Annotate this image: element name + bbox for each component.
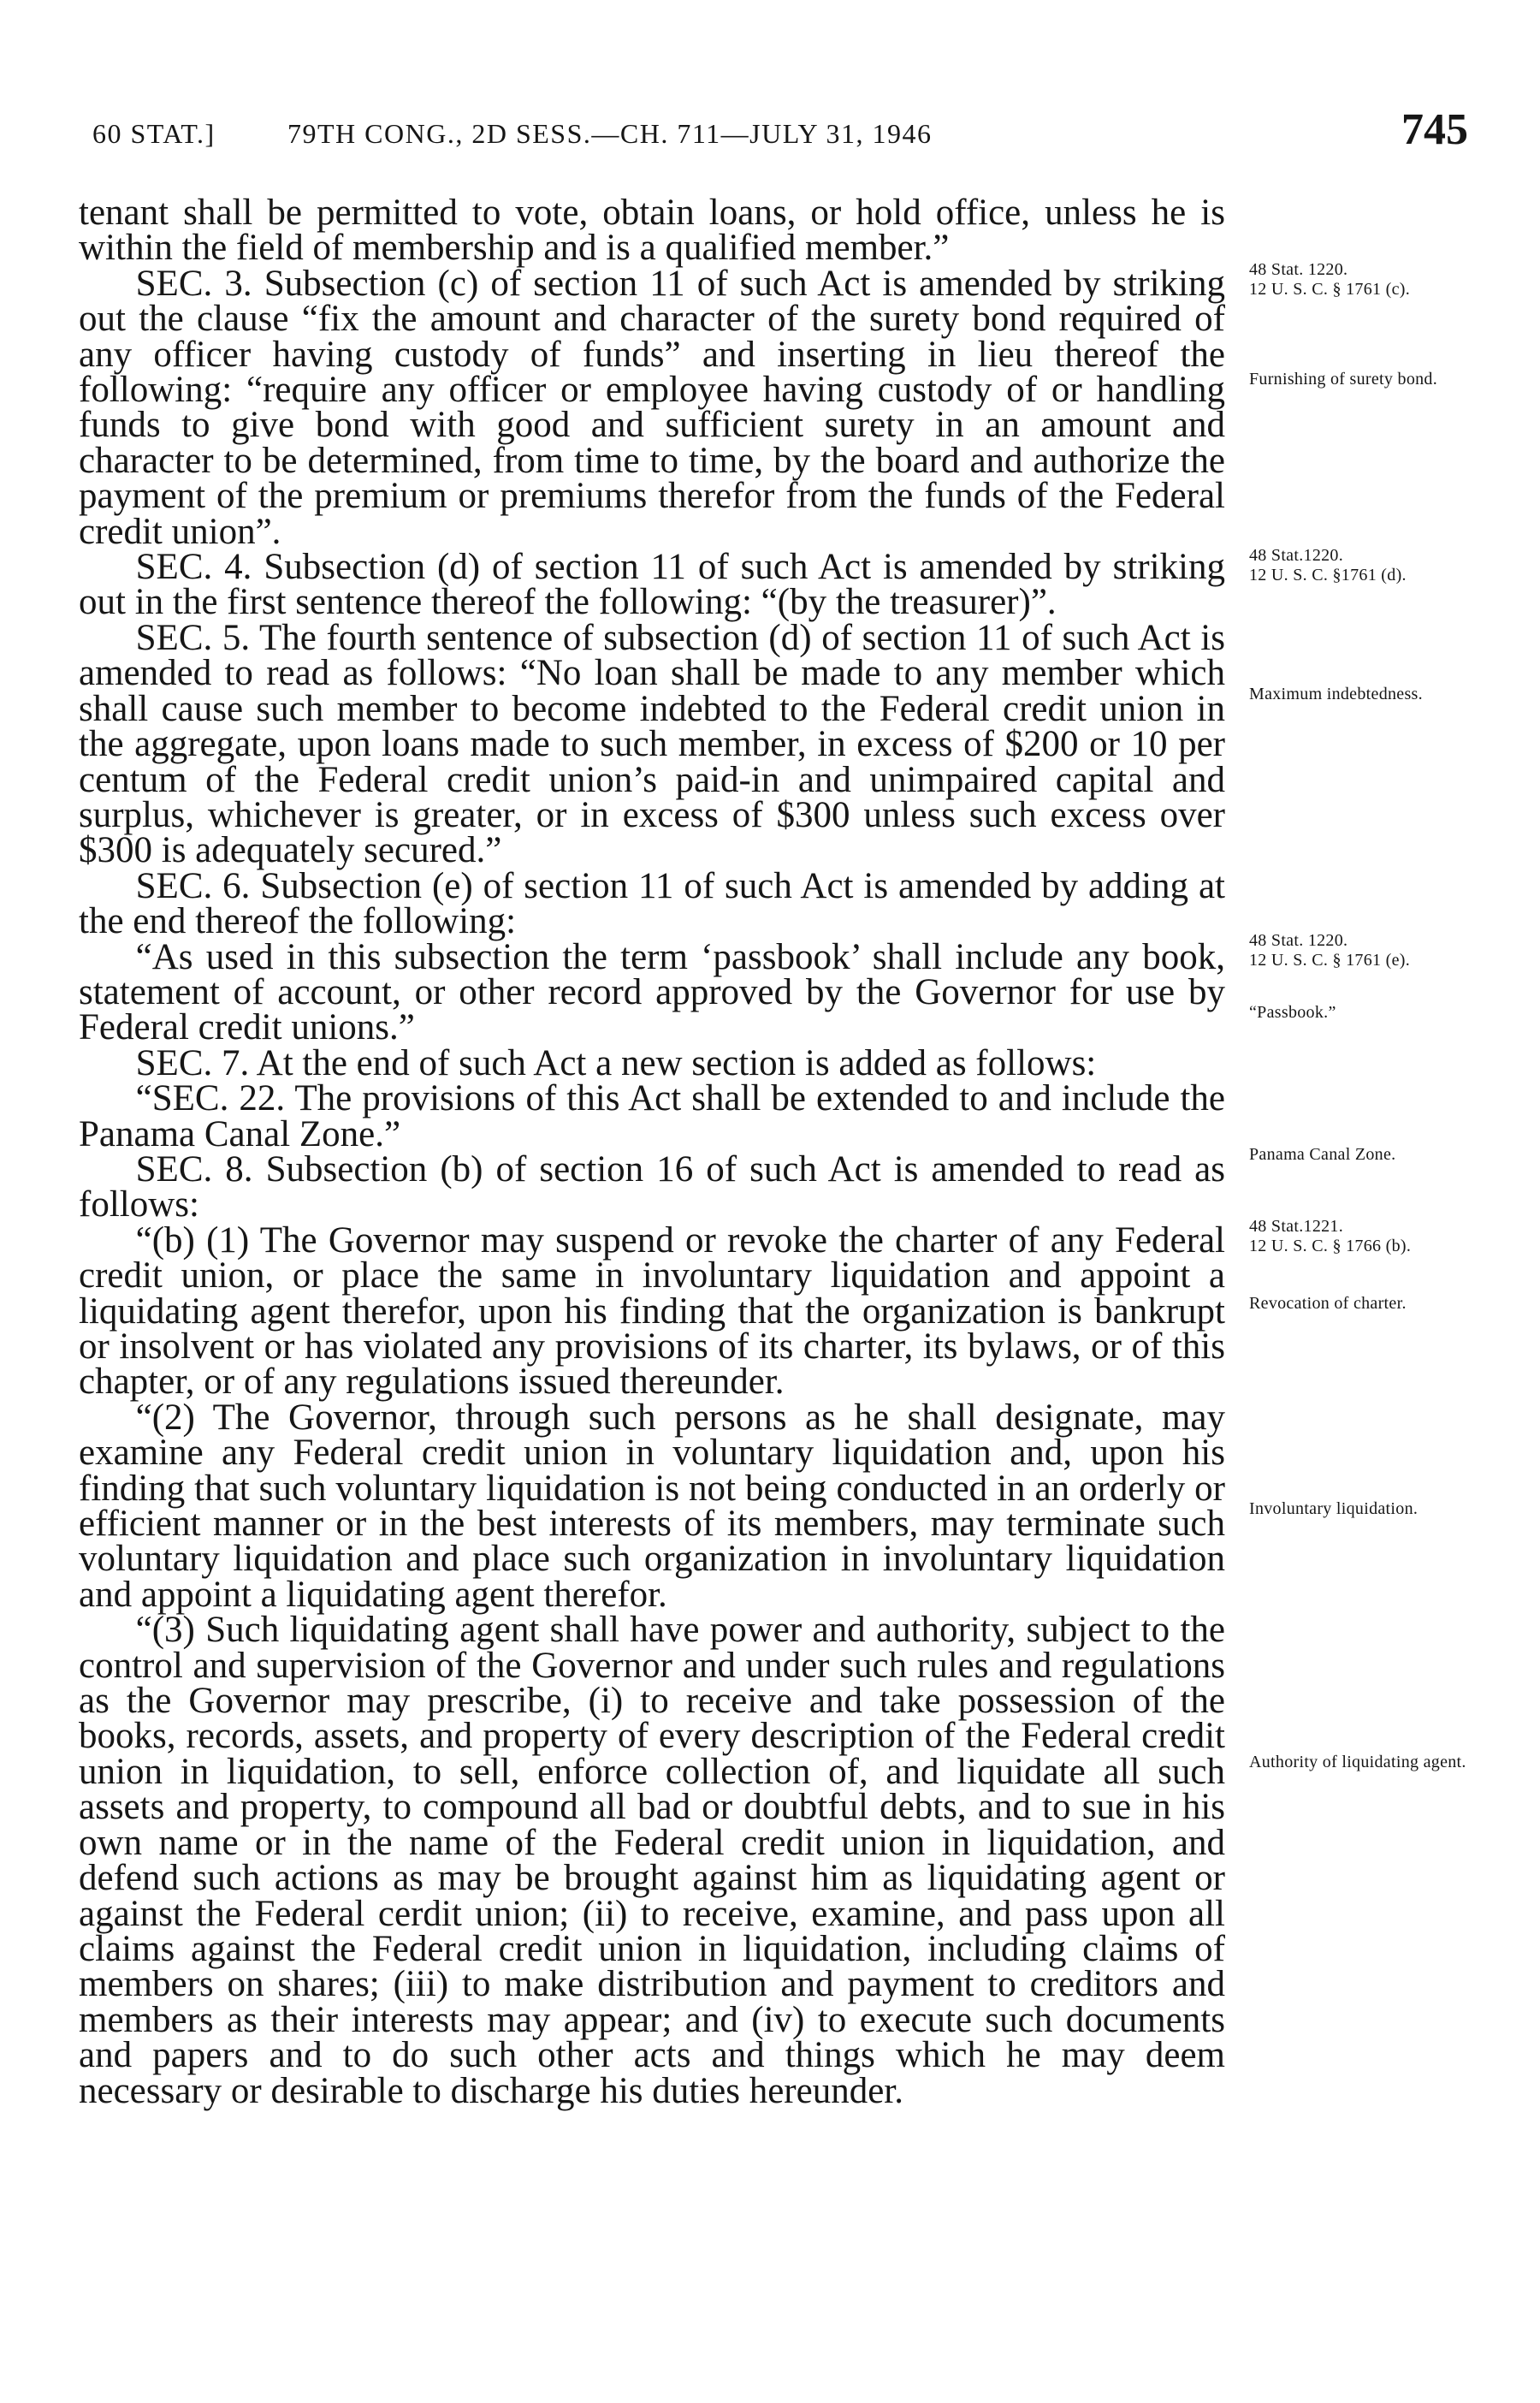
- section-label: SEC. 8.: [135, 1148, 253, 1190]
- margin-caption: Maximum indebtedness.: [1249, 685, 1423, 703]
- subsection-b3: “(3) Such liquidating agent shall have power and authority, subject to the control and supervision of the Governor and under such rules and regulations as the Governor may prescribe, (i) to receive and take possession of the books, records, assets, and property of every description of the Federal credit union in liquidation, to sell, enforce collection of, and liquidate all such assets and property, to compound all bad or doubtful debts, and to sue in his own name or in the name of the Federal credit union in liquidation, and defend such actions as may be brought against him as liquidating agent or against the Federal cerdit union; (ii) to receive, examine, and pass upon all claims against the Federal credit union in liquidation, including claims of members on shares; (iii) to make distribution and payment to creditors and members as their interests may appear; and (iv) to execute such documents and papers and to do such other acts and things which he may deem necessary or desirable to discharge his duties hereunder.: [79, 1610, 1225, 2111]
- section-3: SEC. 3. Subsection (c) of section 11 of such Act is amended by striking out the clause “fix the amount and character of the surety bond required of any officer having custody of funds” and inserting in lieu thereof the following: “require any officer or employee having custody of or handling funds to give bond with good and sufficient surety in an amount and character to be determined, from time to time, by the board and authorize the payment of the premium or premiums therefor from the funds of the Federal credit union”.: [79, 263, 1225, 552]
- paragraph-continuation: tenant shall be permitted to vote, obtain loans, or hold office, unless he is within the field of membership and is a qualified member.”: [79, 193, 1225, 269]
- volume-reference: 60 STAT.]: [92, 118, 216, 149]
- section-6: SEC. 6. Subsection (e) of section 11 of such Act is amended by adding at the end thereof the following:: [79, 865, 1225, 942]
- margin-caption: Panama Canal Zone.: [1249, 1145, 1396, 1164]
- margin-citation: 48 Stat.1221. 12 U. S. C. § 1766 (b).: [1249, 1217, 1412, 1255]
- section-label: SEC. 4.: [135, 547, 252, 588]
- margin-caption: Involuntary liquidation.: [1249, 1499, 1419, 1518]
- statute-body: [79, 195, 1225, 2109]
- section-8: SEC. 8. Subsection (b) of section 16 of such Act is amended to read as follows:: [79, 1148, 1225, 1225]
- margin-citation: 48 Stat.1220. 12 U. S. C. §1761 (d).: [1249, 546, 1407, 584]
- section-22-amendment: “SEC. 22. The provisions of this Act shall be extended to and include the Panama Canal Zone.”: [79, 1078, 1225, 1154]
- section-5: SEC. 5. The fourth sentence of subsection (d) of section 11 of such Act is amended to read as follows: “No loan shall be made to any member which shall cause such member to become indebted to the Federal credit union in the aggregate, upon loans made to such member, in excess of $200 or 10 per centum of the Federal credit union’s paid-in and unimpaired capital and surplus, whichever is greater, or in excess of $300 unless such excess over $300 is adequately secured.”: [79, 617, 1225, 871]
- margin-caption: “Passbook.”: [1249, 1003, 1336, 1022]
- margin-caption: Revocation of charter.: [1249, 1294, 1407, 1313]
- section-label: SEC. 6.: [135, 865, 251, 906]
- section-label: SEC. 7.: [135, 1042, 250, 1083]
- margin-citation: 48 Stat. 1220. 12 U. S. C. § 1761 (e).: [1249, 931, 1411, 970]
- page-number: 745: [1401, 105, 1468, 154]
- subsection-b1: “(b) (1) The Governor may suspend or revoke the charter of any Federal credit union, or place the same in involuntary liquidation and appoint a liquidating agent therefor, upon his finding that the organization is bankrupt or insolvent or has violated any provisions of its charter, its bylaws, or of this chapter, or of any regulations issued thereunder.: [79, 1219, 1225, 1403]
- passbook-amendment: “As used in this subsection the term ‘passbook’ shall include any book, statement of account, or other record approved by the Governor for use by Federal credit unions.”: [79, 936, 1225, 1048]
- margin-caption: Furnishing of surety bond.: [1249, 370, 1438, 389]
- section-label: SEC. 5.: [135, 617, 251, 658]
- margin-caption: Authority of liquidating agent.: [1249, 1753, 1466, 1771]
- section-7: SEC. 7. At the end of such Act a new section is added as follows:: [135, 1042, 1097, 1083]
- subsection-b2: “(2) The Governor, through such persons as he shall designate, may examine any Federal credit union in voluntary liquidation and, upon his finding that such voluntary liquidation is not being conducted in an orderly or efficient manner or in the best interests of its members, may terminate such voluntary liquidation and place such organization in involuntary liquidation and appoint a liquidating agent therefor.: [79, 1397, 1225, 1615]
- running-head: 79TH CONG., 2D SESS.—CH. 711—JULY 31, 1946: [287, 118, 933, 149]
- margin-citation: 48 Stat. 1220. 12 U. S. C. § 1761 (c).: [1249, 260, 1411, 299]
- section-label: SEC. 3.: [135, 263, 252, 304]
- section-4: SEC. 4. Subsection (d) of section 11 of such Act is amended by striking out in the first sentence thereof the following: “(by the treasurer)”.: [79, 547, 1225, 623]
